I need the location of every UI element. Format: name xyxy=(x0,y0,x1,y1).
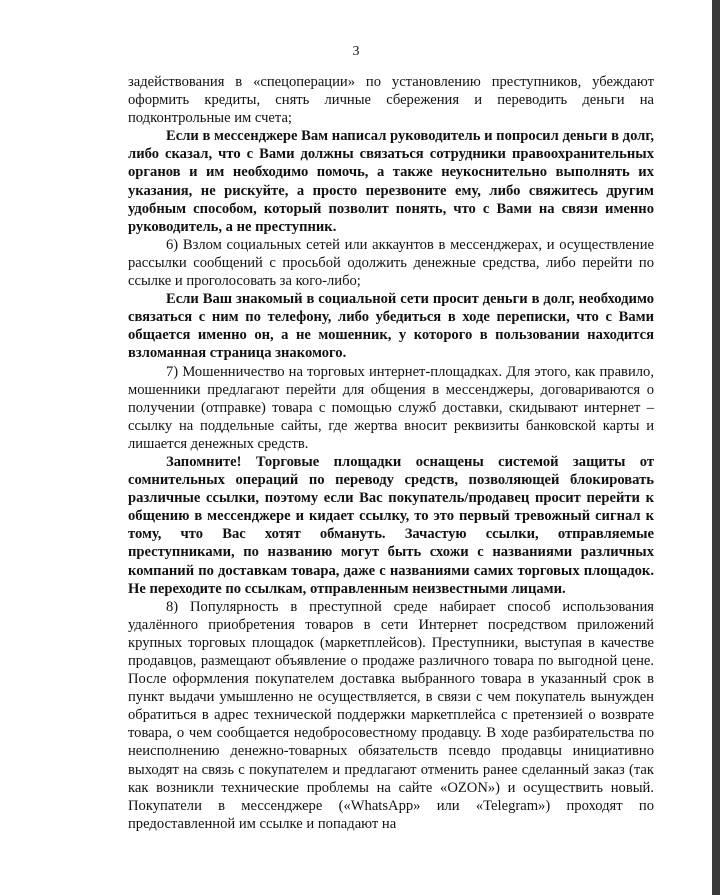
window-edge xyxy=(712,0,720,895)
page-body xyxy=(128,73,654,833)
page-number: 3 xyxy=(352,44,360,59)
paragraph-warning-marketplace: Запомните! Торговые площадки оснащены системой защиты от сомнительных операций по переводу средств, позволяющей блокировать различные ссылки, поэтому если Вас покупатель/продавец просит перейти к общению в мессенджере и кидает ссылку, то это первый тревожный сигнал к тому, что Вас хотят обмануть. Зачастую ссылки, отправляемые преступниками, по названию могут быть схожи с названиями различных компаний по доставкам товара, даже с названиями самих торговых площадок. Не переходите по ссылкам, отправленным неизвестными лицами. xyxy=(128,453,654,597)
paragraph-continuation: задействования в «спецоперации» по установлению преступников, убеждают оформить кредиты, снять личные сбережения и переводить деньги на подконтрольные им счета; xyxy=(128,74,654,127)
paragraph-item-7: 7) Мошенничество на торговых интернет-площадках. Для этого, как правило, мошенники предлагают перейти для общения в мессенджеры, договариваются о получении (отправке) товара с помощью служб доставки, скидывают интернет – ссылку на поддельные сайты, где жертва вносит реквизиты банковской карты и лишается денежных средств. xyxy=(128,363,654,452)
paragraph-warning-social: Если Ваш знакомый в социальной сети просит деньги в долг, необходимо связаться с ним по телефону, либо убедиться в ходе переписки, что с Вами общается именно он, а не мошенник, у которого в пользовании находится взломанная страница знакомого. xyxy=(128,291,654,362)
paragraph-warning-manager: Если в мессенджере Вам написал руководитель и попросил деньги в долг, либо сказал, что с Вами должны связаться сотрудники правоохранительных органов и им необходимо помочь, а также неукоснительно выполнять их указания, не рискуйте, а просто перезвоните ему, либо свяжитесь другим удобным способом, который позволит понять, что с Вами на связи именно руководитель, а не преступник. xyxy=(128,128,654,235)
paragraph-item-8: 8) Популярность в преступной среде набирает способ использования удалённого приобретения товаров в сети Интернет посредством приложений крупных торговых площадок (маркетплейсов). Преступники, выступая в качестве продавцов, размещают объявление о продаже различного товара по выгодной цене. После оформления покупателем доставка выбранного товара в указанный срок в пункт выдачи умышленно не осуществляется, в связи с чем покупатель вынужден обратиться в адрес технической поддержки маркетплейса с претензией о возврате товара, о чем сообщается недобросовестному продавцу. В ходе разбирательства по неисполнению денежно-товарных обязательств псевдо продавцы инициативно выходят на связь с покупателем и предлагают отменить ранее сделанный заказ (так как возникли технические проблемы на сайте «OZON») и осуществить новый. Покупатели в мессенджере («WhatsApp» или «Telegram») проходят по предоставленной им ссылке и попадают на xyxy=(128,598,654,832)
paragraph-item-6: 6) Взлом социальных сетей или аккаунтов в мессенджерах, и осуществление рассылки сообщений с просьбой одолжить денежные средства, либо перейти по ссылке и проголосовать за кого-либо; xyxy=(128,236,654,290)
